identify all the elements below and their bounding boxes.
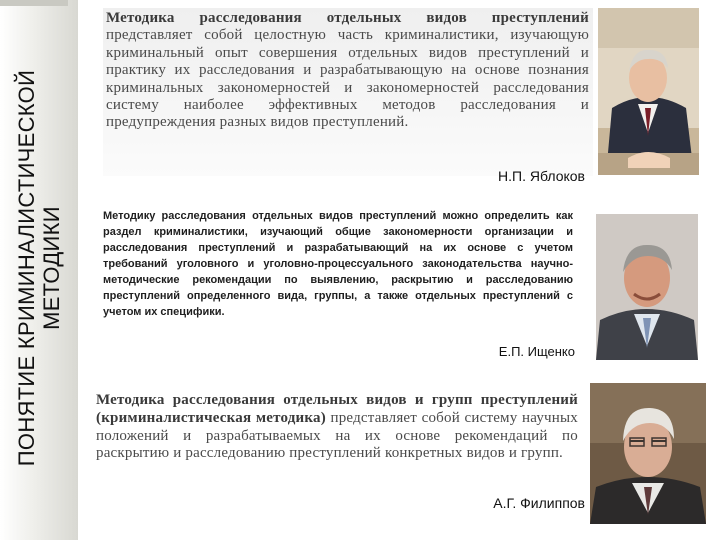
quote-2-author: Е.П. Ищенко — [498, 344, 575, 359]
slide-title-line-1: ПОНЯТИЕ КРИМИНАЛИСТИЧЕСКОЙ — [14, 69, 39, 467]
quote-3-lead: Методика расследования отдельных видов и групп преступлений (криминалистическая методика) — [96, 392, 578, 426]
portrait-yablokov — [598, 8, 699, 175]
quote-1-body: представляет собой целостную часть криминалистики, изучающую криминальный опыт совершения отдельных видов преступлений и практику их расследования и разрабатывающую на основе познания криминальных закономерностей и закономерностей расследования систему наиболее эффективных методов расследования и предупреждения разных видов преступлений. — [106, 27, 589, 131]
sidebar — [0, 0, 78, 540]
portrait-filippov — [590, 383, 706, 524]
quote-1-author: Н.П. Яблоков — [498, 168, 585, 184]
quote-3-body: представляет собой систему научных положений и разрабатываемых на их основе рекомендаций по раскрытию и расследованию преступлений конкретных видов и групп. — [96, 409, 578, 462]
quote-2-text: Методику расследования отдельных видов преступлений можно определить как раздел криминалистики, изучающий общие закономерности организации и расследования преступлений и разрабатывающий на их основе с учетом требований уголовного и уголовно-процессуального законодательства научно-методические рекомендации по выявлению, раскрытию и расследованию преступлений определенного вида, группы, а также отдельных преступлений с учетом их специфики. — [103, 210, 573, 318]
slide-title — [14, 8, 64, 528]
quote-1-text — [106, 10, 589, 132]
portrait-ishchenko — [596, 214, 698, 360]
quote-3-text — [96, 392, 578, 463]
quote-3-author: А.Г. Филиппов — [493, 495, 585, 511]
quote-1-lead: Методика расследования отдельных видов преступлений — [106, 10, 589, 26]
sidebar-top-line — [0, 0, 68, 6]
slide-title-line-2: МЕТОДИКИ — [39, 206, 64, 330]
